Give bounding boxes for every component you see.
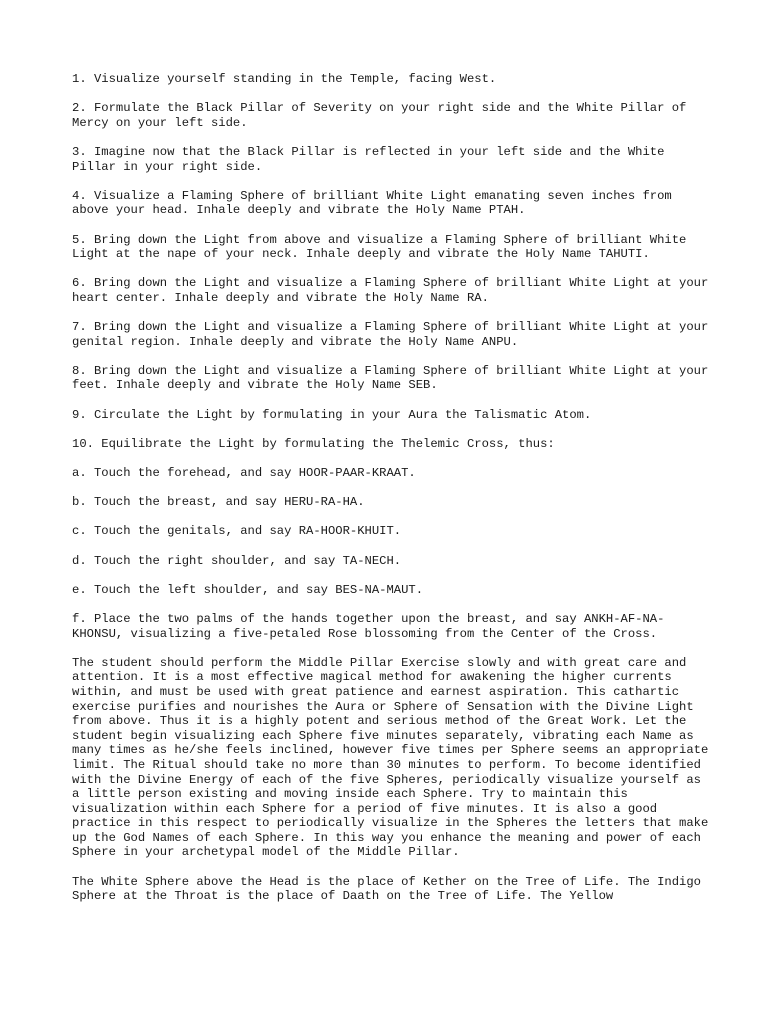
document-page [72,72,712,918]
step-4-paragraph: 4. Visualize a Flaming Sphere of brilliant White Light emanating seven inches from above your head. Inhale deeply and vibrate the Holy Name PTAH. [72,188,672,218]
step-1-paragraph: 1. Visualize yourself standing in the Temple, facing West. [72,72,497,86]
step-7-paragraph: 7. Bring down the Light and visualize a Flaming Sphere of brilliant White Light at your genital region. Inhale deeply and vibrate the Holy Name ANPU. [72,320,709,349]
step-2-paragraph: 2. Formulate the Black Pillar of Severity on your right side and the White Pillar of Mercy on your left side. [72,101,687,130]
step-9-paragraph: 9. Circulate the Light by formulating in your Aura the Talismatic Atom. [72,407,592,422]
step-5-paragraph: 5. Bring down the Light from above and visualize a Flaming Sphere of brilliant White Light at the nape of your neck. Inhale deeply and vibrate the Holy Name TAHUTI. [72,232,687,262]
step-6-paragraph: 6. Bring down the Light and visualize a Flaming Sphere of brilliant White Light at your heart center. Inhale deeply and vibrate the Holy Name RA. [72,276,709,305]
step-3-paragraph: 3. Imagine now that the Black Pillar is reflected in your left side and the White Pillar in your right side. [72,144,665,174]
step-8-paragraph: 8. Bring down the Light and visualize a Flaming Sphere of brilliant White Light at your feet. Inhale deeply and vibrate the Holy Name SEB. [72,363,709,393]
cross-step-a-paragraph: a. Touch the forehead, and say HOOR-PAAR-KRAAT. [72,466,416,481]
step-10-paragraph: 10. Equilibrate the Light by formulating the Thelemic Cross, thus: [72,436,555,451]
commentary-paragraph: The student should perform the Middle Pillar Exercise slowly and with great care and attention. It is a most effective magical method for awakening the higher currents within, and must be used with great patience and earnest aspiration. This cathartic exercise purifies and nourishes the Aura or Sphere of Sensation with the Divine Light from above. Thus it is a highly potent and serious method of the Great Work. Let the student begin visualizing each Sphere five minutes separately, vibrating each Name as many times as he/she feels inclined, however five times per Sphere seems an appropriate limit. The Ritual should take no more than 30 minutes to perform. To become identified with the Divine Energy of each of the five Spheres, periodically visualize yourself as a little person existing and moving inside each Sphere. Try to maintain this visualization within each Sphere for a period of five minutes. It is also a good practice in this respect to periodically visualize in the Spheres the letters that make up the God Names of each Sphere. In this way you enhance the meaning and power of each Sphere in your archetypal model of the Middle Pillar. [72,655,709,860]
cross-step-c-paragraph: c. Touch the genitals, and say RA-HOOR-KHUIT. [72,524,402,539]
sphere-placement-paragraph: The White Sphere above the Head is the place of Kether on the Tree of Life. The Indigo Sphere at the Throat is the place of Daath on the Tree of Life. The Yellow [72,874,701,904]
cross-step-b-paragraph: b. Touch the breast, and say HERU-RA-HA. [72,495,365,510]
cross-step-d-paragraph: d. Touch the right shoulder, and say TA-NECH. [72,553,402,568]
cross-step-f-paragraph: f. Place the two palms of the hands together upon the breast, and say ANKH-AF-NA-KHONSU, visualizing a five-petaled Rose blossoming from the Center of the Cross. [72,611,665,641]
cross-step-e-paragraph: e. Touch the left shoulder, and say BES-NA-MAUT. [72,582,424,597]
